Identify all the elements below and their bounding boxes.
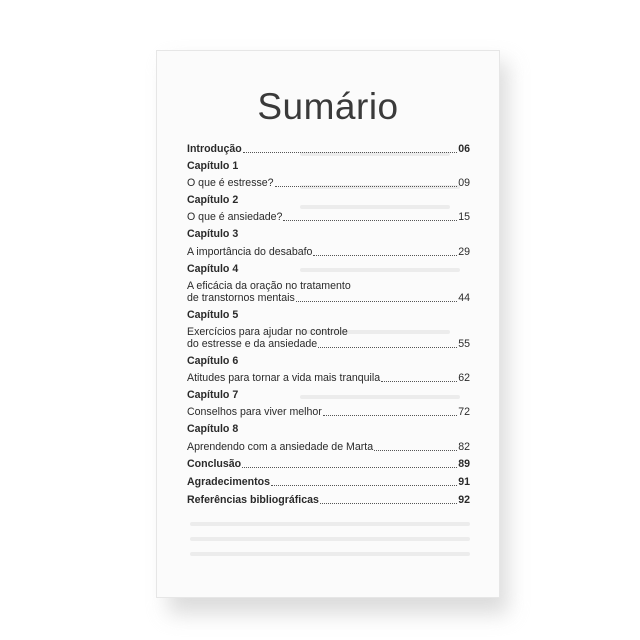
dot-leader — [243, 151, 457, 153]
chapter-heading: Capítulo 7 — [187, 389, 239, 401]
toc-entry-cap1 — [187, 177, 470, 190]
toc-entry-label: A importância do desabafo — [187, 246, 313, 258]
dot-leader — [381, 380, 457, 382]
toc-entry-label-line2: do estresse e da ansiedade — [187, 338, 318, 350]
toc-entry-label-line2: de transtornos mentais — [187, 292, 295, 304]
toc-entry-cap6 — [187, 372, 470, 385]
toc-entry-cap7 — [187, 406, 470, 419]
toc-entry-cap8 — [187, 441, 470, 454]
chapter-heading: Capítulo 8 — [187, 423, 239, 435]
show-through-line — [190, 522, 470, 526]
toc-entry-label-line1: Exercícios para ajudar no controle — [187, 326, 348, 338]
dot-leader — [318, 346, 457, 348]
toc-entry-label: Agradecimentos — [187, 476, 271, 488]
toc-page-number: 55 — [458, 338, 470, 350]
toc-entry-cap3 — [187, 246, 470, 259]
toc-page-number: 82 — [458, 441, 470, 453]
toc-page-number: 29 — [458, 246, 470, 258]
chapter-heading: Capítulo 2 — [187, 194, 239, 206]
dot-leader — [323, 414, 457, 416]
toc-page-number: 44 — [458, 292, 470, 304]
toc-page-number: 72 — [458, 406, 470, 418]
toc-entry-label: Conclusão — [187, 458, 242, 470]
toc-entry-cap5 — [187, 326, 470, 351]
dot-leader — [320, 502, 457, 504]
dot-leader — [313, 254, 457, 256]
dot-leader — [296, 300, 457, 302]
dot-leader — [374, 449, 457, 451]
chapter-heading: Capítulo 6 — [187, 355, 239, 367]
toc-entry-label-line1: A eficácia da oração no tratamento — [187, 280, 351, 292]
show-through-line — [190, 537, 470, 541]
toc-page-number: 62 — [458, 372, 470, 384]
toc-entry-label: Introdução — [187, 143, 242, 155]
chapter-heading: Capítulo 5 — [187, 309, 239, 321]
toc-entry-conclusao — [187, 458, 470, 471]
chapter-heading: Capítulo 1 — [187, 160, 239, 172]
chapter-heading: Capítulo 3 — [187, 228, 239, 240]
toc-page-number: 09 — [458, 177, 470, 189]
toc-entry-referencias — [187, 494, 470, 507]
dot-leader — [242, 466, 457, 468]
toc-page-number: 06 — [458, 143, 470, 155]
toc-page-number: 92 — [458, 494, 470, 506]
toc-entry-label: Referências bibliográficas — [187, 494, 319, 506]
toc-entry-cap4 — [187, 280, 470, 305]
toc-entry-introducao — [187, 143, 470, 156]
dot-leader — [271, 484, 457, 486]
dot-leader — [275, 185, 458, 187]
show-through-line — [190, 552, 470, 556]
toc-entry-label: O que é ansiedade? — [187, 211, 283, 223]
toc-entry-label: O que é estresse? — [187, 177, 274, 189]
page-title: Sumário — [257, 86, 399, 127]
dot-leader — [283, 219, 457, 221]
toc-page-number: 91 — [458, 476, 470, 488]
toc-entry-label: Atitudes para tornar a vida mais tranquila — [187, 372, 381, 384]
toc-entry-cap2 — [187, 211, 470, 224]
toc-entry-label: Aprendendo com a ansiedade de Marta — [187, 441, 374, 453]
chapter-heading: Capítulo 4 — [187, 263, 239, 275]
toc-page-number: 15 — [458, 211, 470, 223]
table-of-contents — [187, 143, 470, 507]
toc-entry-label: Conselhos para viver melhor — [187, 406, 322, 418]
toc-page-number: 89 — [458, 458, 470, 470]
toc-entry-agradecimentos — [187, 476, 470, 489]
